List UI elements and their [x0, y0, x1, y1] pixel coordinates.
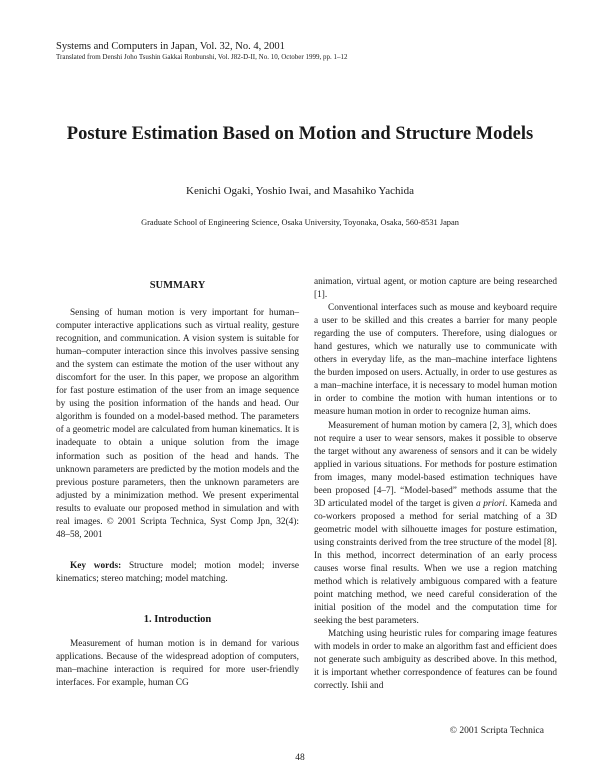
translation-note: Translated from Denshi Joho Tsushin Gakkai Ronbunshi, Vol. J82-D-II, No. 10, October 1999, pp. 1–12 — [56, 53, 348, 61]
affiliation: Graduate School of Engineering Science, Osaka University, Toyonaka, Osaka, 560-8531 Japan — [141, 218, 459, 227]
text-run: . Kameda and co-workers proposed a method for serial matching of a 3D geometric model with silhouette images for posture estimation, using constraints derived from the tree structure of the model [8]. In this method, incorrect determination of an early process causes worse final results. When we use a region matching method which is relatively ambiguous compared with a feature point matching method, we need careful consideration of the initial position of the model and the computation time for seeking the best parameters. — [314, 498, 557, 627]
keywords-paragraph — [56, 560, 299, 586]
intro-paragraph: Measurement of human motion is in demand for various applications. Because of the widespread adoption of computers, man–machine interaction is required for more user-friendly interfaces. For example, human CG — [56, 639, 299, 689]
text-run: Measurement of human motion by camera [2, 3], which does not require a user to wear sensors, makes it possible to observe the target without any awareness of sensors and it can be widely applied in various situations. For methods for posture estimation from images, many model-based estimation techniques have been proposed [4–7]. “Model-based” methods assume that the 3D articulated model of the target is given — [314, 420, 557, 509]
body-paragraph: Conventional interfaces such as mouse and keyboard require a user to be skilled and this creates a barrier for many people regarding the use of computers. Therefore, using dialogues or hand gestures, which we naturally use to communicate with others in everyday life, as the man–machine interface lightens the burden imposed on users. Actually, in order to use gestures as a man–machine interface, it is necessary to model human motion in order to combine the motion with human intentions or to measure human motion in order to recognize human aims. — [314, 303, 557, 418]
keywords-section — [56, 560, 299, 586]
right-column — [314, 276, 557, 694]
author-list: Kenichi Ogaki, Yoshio Iwai, and Masahiko Yachida — [186, 185, 414, 197]
summary-heading: SUMMARY — [149, 280, 206, 291]
italic-text: a priori — [475, 498, 505, 509]
journal-citation: Systems and Computers in Japan, Vol. 32, No. 4, 2001 — [56, 41, 285, 52]
introduction-heading: 1. Introduction — [143, 614, 212, 625]
summary-paragraph: Sensing of human motion is very important for human–computer interactive applications such as virtual reality, gesture recognition, and communication. A vision system is suitable for human–computer interaction since this involves passive sensing and the system can estimate the motion of the user without any discomfort for the user. In this paper, we propose an algorithm for fast posture estimation of the user from an image sequence by using the position information of the hands and head. Our algorithm is founded on a model-based method. The parameters of a geometric model are calculated from human kinematics. It is inadequate to obtain a unique solution from the image information such as position of the head and hands. The unknown parameters are predicted by the motion models and the previous posture parameters, then the unknown parameters are adjusted by a minimization method. We present experimental results to evaluate our proposed method in simulation and with real images. © 2001 Scripta Technica, Syst Comp Jpn, 32(4): 48–58, 2001 — [56, 308, 299, 540]
page-number: 48 — [295, 753, 305, 763]
body-paragraph — [314, 420, 557, 629]
keywords-text: Structure model; motion model; inverse kinematics; stereo matching; model matching. — [56, 561, 299, 585]
introduction-section — [56, 638, 299, 690]
summary-section — [56, 307, 299, 542]
copyright-notice: © 2001 Scripta Technica — [449, 726, 544, 736]
paper-title: Posture Estimation Based on Motion and Structure Models — [66, 124, 534, 144]
body-paragraph: animation, virtual agent, or motion capture are being researched [1]. — [314, 277, 557, 301]
keywords-label: Key words: — [70, 561, 122, 571]
body-paragraph: Matching using heuristic rules for comparing image features with models in order to make an algorithm fast and efficient does not generate such ambiguity as described above. In this method, it is important whether correspondence of features can be found correctly. Ishii and — [314, 629, 557, 692]
